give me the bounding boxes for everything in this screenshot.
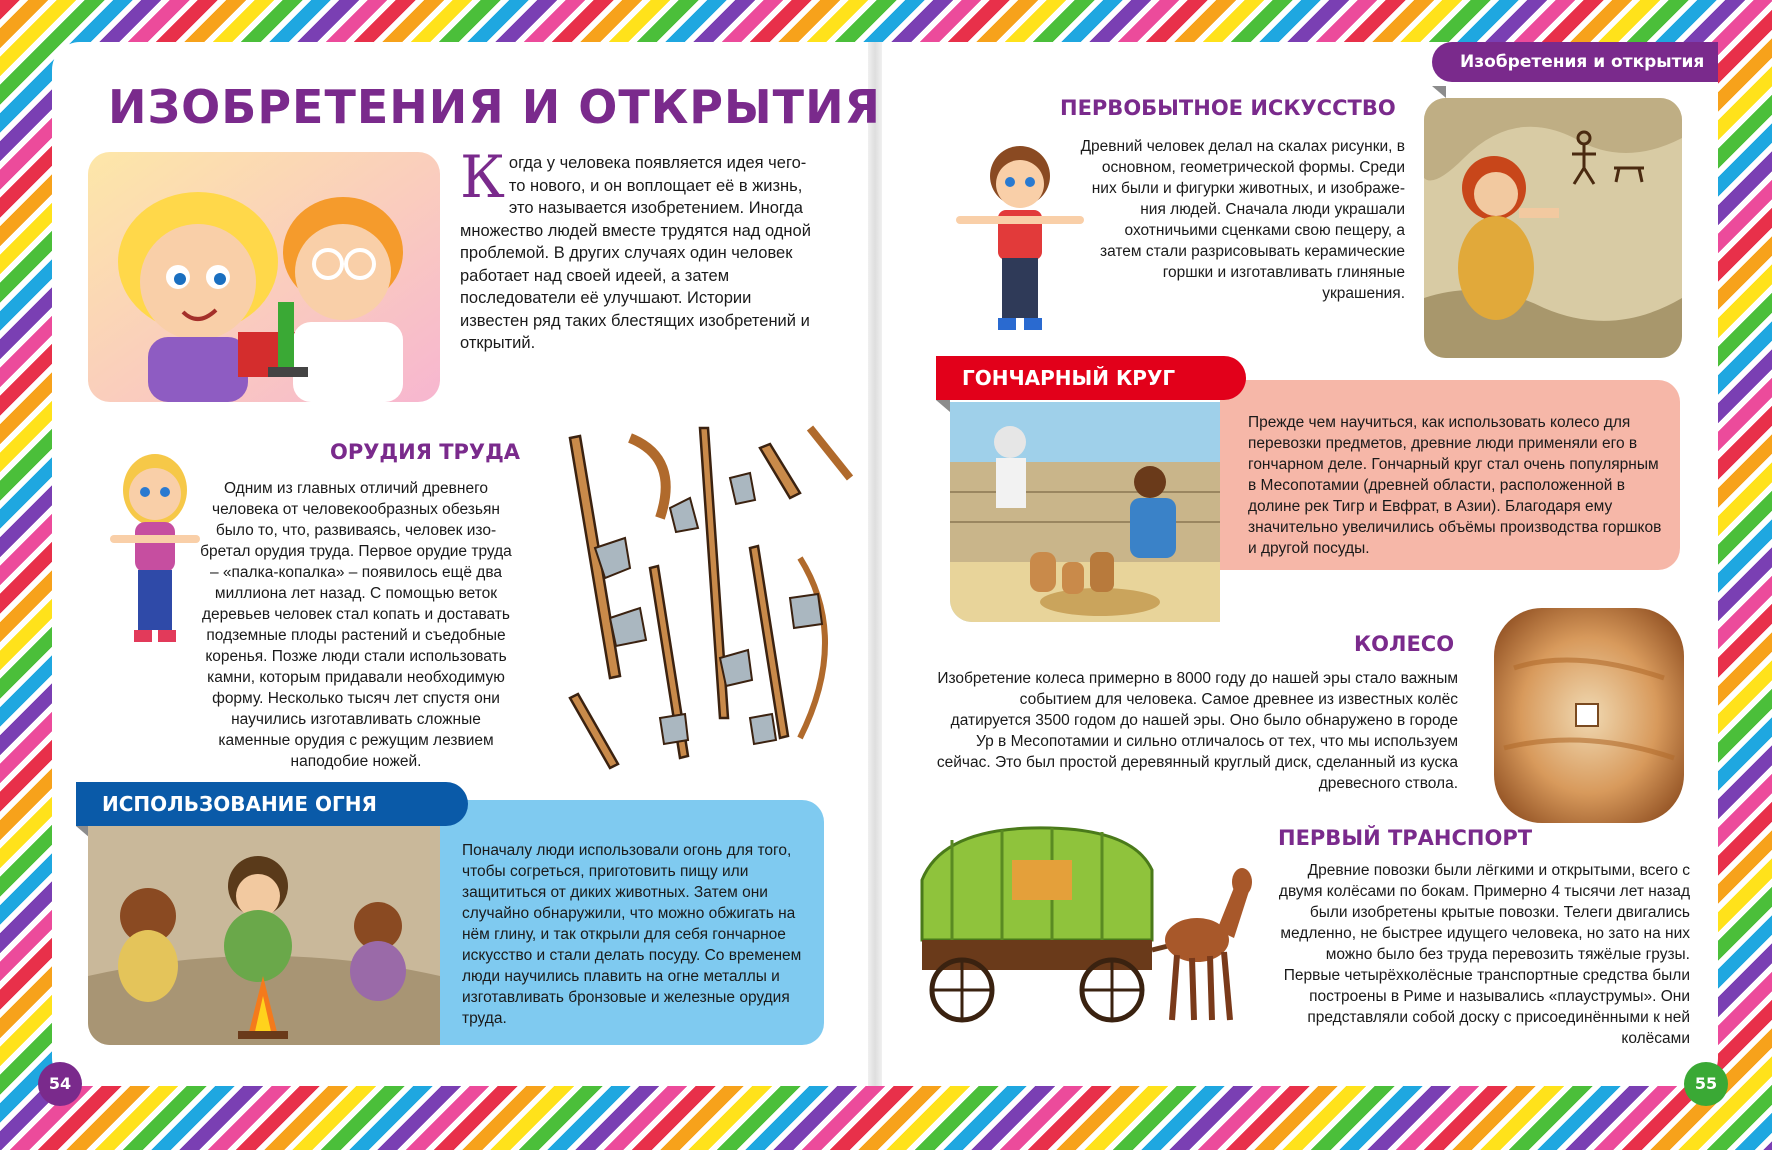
- tools-heading: ОРУДИЯ ТРУДА: [330, 440, 521, 464]
- page-number-left: 54: [38, 1062, 82, 1106]
- potter-illustration: [950, 402, 1220, 622]
- cave-painting-illustration: [1424, 98, 1682, 358]
- wheel-text: Изобретение колеса примерно в 8000 году до нашей эры стало важным событием для человека. Самое древнее из известных колёс датируется 3500 годом до нашей эры. Оно было обнаружено в городе Ур в Месопотамии и сильно отличалось от тех, что мы используем сейчас. Это был простой деревянный круглый диск, сделанный из куска древесного ствола.: [936, 670, 1458, 792]
- page-title: ИЗОБРЕТЕНИЯ И ОТКРЫТИЯ: [108, 80, 881, 134]
- art-text: Древний человек делал на скалах рисунки, в основном, геометрической формы. Среди них были и фигурки животных, и изображения людей. Сначала люди украшали охотничьими сценками свою пещеру, а затем стали разрисовывать керамические горшки и изготавливать глиняные украшения.: [1080, 138, 1405, 302]
- page-number-right: 55: [1684, 1062, 1728, 1106]
- running-head-label: Изобретения и открытия: [1460, 52, 1705, 72]
- potter-text: Прежде чем научиться, как использовать колесо для перевозки предметов, древние люди применяли его в гончарном деле. Гончарный круг стал очень популярным в Месопотамии (древней области, расположенной в долине рек Тигр и Евфрат, в Азии). Благодаря ему значительно увеличились объёмы производства горшков и другой посуды.: [1248, 414, 1662, 557]
- intro-body: огда у человека появляется идея чего-то нового, и он воплощает её в жизнь, это называется изобретением. Иногда множество людей вместе трудятся над одной проблемой. В других случаях один человек работает над своей идеей, а затем последователи её улучшают. Истории известен ряд таких блестящих изобретений и открытий.: [460, 154, 811, 352]
- book-gutter: [868, 42, 882, 1086]
- boy-character: [950, 140, 1090, 340]
- art-heading: ПЕРВОБЫТНОЕ ИСКУССТВО: [1060, 96, 1396, 120]
- girl-character: [100, 450, 210, 650]
- children-illustration: [88, 152, 440, 402]
- tools-illustration: [550, 418, 860, 778]
- potter-heading: ГОНЧАРНЫЙ КРУГ: [962, 366, 1176, 390]
- transport-heading: ПЕРВЫЙ ТРАНСПОРТ: [1278, 826, 1533, 850]
- caveman-fire-illustration: [88, 826, 440, 1045]
- fire-heading: ИСПОЛЬЗОВАНИЕ ОГНЯ: [102, 792, 377, 816]
- fire-heading-ribbon: [76, 782, 468, 826]
- wheel-heading: КОЛЕСО: [1354, 632, 1455, 656]
- running-head: [1432, 42, 1718, 82]
- intro-text: [460, 143, 820, 355]
- covered-wagon-illustration: [912, 820, 1252, 1030]
- tools-text: Одним из главных отличий древнего человека от человекообразных обезьян было то, что, развиваясь, человек изобретал орудия труда. Первое орудие труда – «палка-копалка» – появилось ещё два миллиона лет назад. С помощью веток деревьев человек стал копать и доставать подземные плоды растений и съедобные коренья. Позже люди стали использовать камни, которым придавали необходимую форму. Несколько тысяч лет спустя они научились изготавливать сложные каменные орудия с режущим лезвием наподобие ножей.: [200, 480, 512, 770]
- potter-heading-ribbon: [936, 356, 1246, 400]
- intro-dropcap: К: [460, 143, 505, 211]
- transport-text: Древние повозки были лёгкими и открытыми, всего с двумя колёсами по бокам. Примерно 4 тысячи лет назад были изобретены крытые повозки. Телеги двигались медленно, не быстрее идущего человека, но зато на них можно было без труда перевозить тяжёлые грузы. Первые четырёхколёсные транспортные средства были построены в Риме и назывались «плауструмы». Они представляли собой доску с присоединёнными к ней колёсами: [1278, 862, 1690, 1047]
- fire-text: Поначалу люди использовали огонь для того, чтобы согреться, приготовить пищу или защититься от диких животных. Затем они случайно обнаружили, что можно обжигать на нём глину, и так открыли для себя гончарное искусство и стали делать посуду. Со временем люди научились плавить на огне металлы и изготавливать бронзовые и железные орудия труда.: [462, 842, 802, 1027]
- stone-wheel-illustration: [1494, 608, 1684, 823]
